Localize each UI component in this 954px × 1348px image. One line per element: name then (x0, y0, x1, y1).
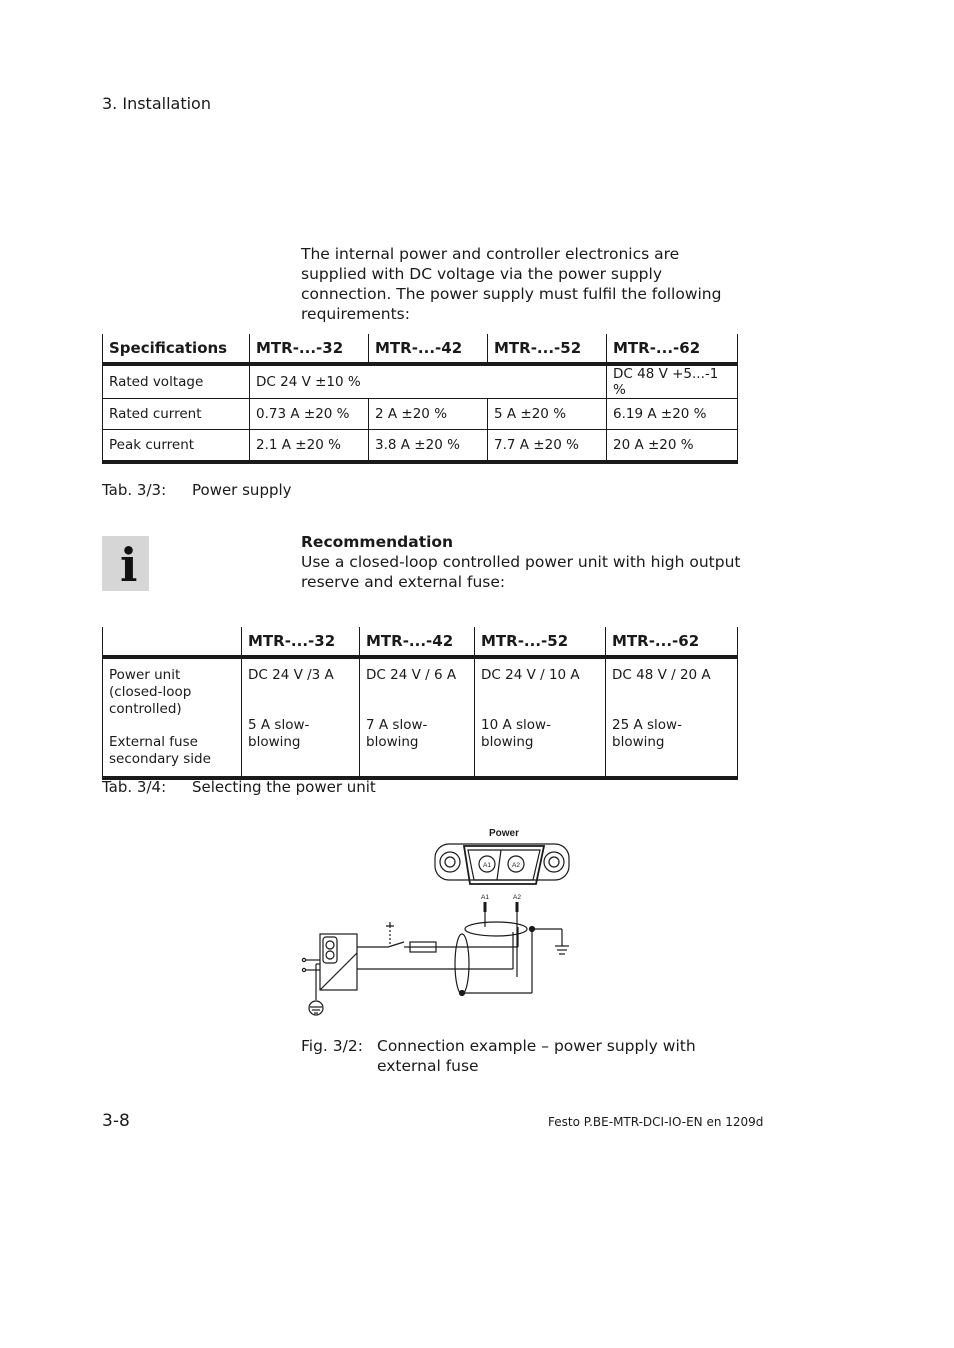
table-header-cell: MTR-...-32 (250, 334, 369, 364)
wire-a1-label: A1 (481, 894, 489, 901)
caption-number: Tab. 3/3: (102, 481, 167, 499)
table-header-cell: MTR-...-52 (488, 334, 607, 364)
table-caption (102, 778, 376, 796)
table-header-cell (103, 627, 242, 657)
table-caption (102, 481, 292, 499)
table-header-cell: Specifications (103, 334, 250, 364)
table-cell (360, 657, 475, 778)
fuse-value: 5 A slow-blowing (248, 717, 310, 750)
connection-diagram (298, 822, 578, 1022)
recommendation-note (301, 532, 741, 592)
power-unit-symbol (302, 934, 357, 1000)
connector-wires (455, 902, 527, 994)
row-label: Rated current (103, 399, 250, 430)
table-header-cell: MTR-...-42 (369, 334, 488, 364)
table-row (103, 657, 738, 778)
table-header-row (103, 334, 738, 364)
row-label (103, 657, 242, 778)
fuse-value: 7 A slow-blowing (366, 717, 428, 750)
power-connector (435, 844, 569, 884)
recommendation-text: Use a closed-loop controlled power unit with high output reserve and external fuse: (301, 553, 741, 591)
page-number: 3-8 (102, 1111, 130, 1131)
table-cell: 6.19 A ±20 % (607, 399, 738, 430)
table-header-row (103, 627, 738, 657)
intro-paragraph: The internal power and controller electronics are supplied with DC voltage via the power supply connection. The power supply must fulfil the following requirements: (301, 245, 722, 323)
power-supply-table (102, 334, 738, 464)
table-cell: 0.73 A ±20 % (250, 399, 369, 430)
caption-text: Selecting the power unit (192, 778, 376, 796)
document-id: Festo P.BE-MTR-DCI-IO-EN en 1209d (548, 1115, 764, 1129)
pin-a1-label: A1 (483, 862, 491, 869)
fuse-value: 25 A slow-blowing (612, 717, 682, 750)
fuse-label: External fuse secondary side (109, 734, 211, 767)
table-header-cell: MTR-...-42 (360, 627, 475, 657)
power-unit-value: DC 24 V / 6 A (366, 667, 457, 683)
table-cell: 20 A ±20 % (607, 430, 738, 463)
info-icon: i (102, 536, 149, 591)
power-unit-value: DC 24 V / 10 A (481, 667, 580, 683)
table-cell: DC 24 V ±10 % (250, 364, 607, 399)
connector-label: Power (488, 828, 520, 839)
power-unit-table (102, 627, 738, 780)
power-unit-label: Power unit (closed-loop controlled) (109, 667, 192, 717)
section-header: 3. Installation (102, 94, 211, 113)
table-header-cell: MTR-...-62 (607, 334, 738, 364)
table-cell: DC 48 V +5...-1 % (607, 364, 738, 399)
recommendation-title: Recommendation (301, 533, 454, 551)
row-label: Peak current (103, 430, 250, 463)
table-cell (475, 657, 606, 778)
table-cell: 2 A ±20 % (369, 399, 488, 430)
table-row (103, 364, 738, 399)
table-cell (606, 657, 738, 778)
table-cell (242, 657, 360, 778)
table-cell: 2.1 A ±20 % (250, 430, 369, 463)
ground-icon (309, 1001, 323, 1015)
pin-a2-label: A2 (512, 862, 520, 869)
caption-number: Fig. 3/2: (301, 1037, 363, 1055)
table-cell: 5 A ±20 % (488, 399, 607, 430)
table-row (103, 430, 738, 463)
table-cell: 7.7 A ±20 % (488, 430, 607, 463)
table-header-cell: MTR-...-62 (606, 627, 738, 657)
wire-a2-label: A2 (513, 894, 521, 901)
table-row (103, 399, 738, 430)
table-header-cell: MTR-...-52 (475, 627, 606, 657)
row-label: Rated voltage (103, 364, 250, 399)
caption-number: Tab. 3/4: (102, 778, 167, 796)
table-cell: 3.8 A ±20 % (369, 430, 488, 463)
table-header-cell: MTR-...-32 (242, 627, 360, 657)
power-unit-value: DC 24 V /3 A (248, 667, 334, 683)
power-unit-value: DC 48 V / 20 A (612, 667, 711, 683)
fuse-circuit (357, 922, 569, 996)
caption-text: Connection example – power supply with external fuse (377, 1037, 696, 1075)
caption-text: Power supply (192, 481, 292, 499)
fuse-value: 10 A slow-blowing (481, 717, 551, 750)
